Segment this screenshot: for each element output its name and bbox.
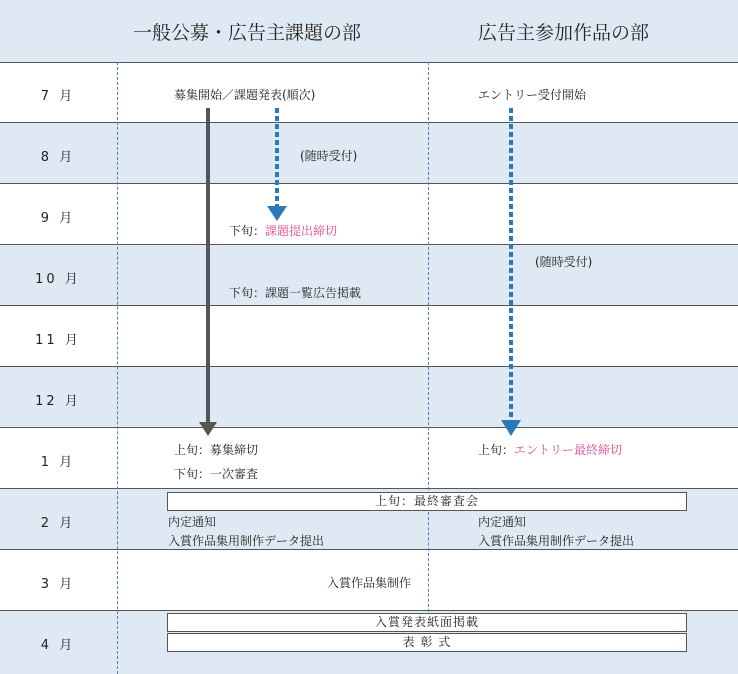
col2-title: 広告主参加作品の部 xyxy=(478,22,650,44)
month-label: 1 月 xyxy=(40,455,76,470)
col2-oct-note: (随時受付) xyxy=(535,255,593,269)
month-label: 11 月 xyxy=(35,333,81,348)
col2-jan-prefix: 上旬： xyxy=(478,443,515,457)
month-label: 2 月 xyxy=(40,516,76,531)
award-announcement-box: 入賞発表紙面掲載 xyxy=(167,613,687,632)
month-label: 3 月 xyxy=(40,577,76,592)
month-label: 9 月 xyxy=(40,211,76,226)
col2-jan-highlight: エントリー最終締切 xyxy=(514,443,623,457)
final-review-box: 上旬：最終審査会 xyxy=(167,492,687,511)
col1-jan-line2: 下旬：一次審査 xyxy=(174,467,259,481)
month-label: 12 月 xyxy=(35,394,81,409)
col2-feb-line2: 入賞作品集用制作データ提出 xyxy=(478,534,635,548)
month-label: 8 月 xyxy=(40,150,76,165)
col1-feb-line2: 入賞作品集用制作データ提出 xyxy=(168,534,325,548)
col1-jan-line1: 上旬：募集締切 xyxy=(174,443,259,457)
col1-sep-highlight: 課題提出締切 xyxy=(265,224,338,238)
blue-arrowhead-col1 xyxy=(267,206,287,221)
col2-jul-text: エントリー受付開始 xyxy=(478,88,587,102)
col1-title: 一般公募・広告主課題の部 xyxy=(133,22,362,44)
col1-jul-text: 募集開始／課題発表(順次) xyxy=(174,88,316,102)
col1-sep-text xyxy=(229,222,337,239)
shared-mar-text: 入賞作品集制作 xyxy=(326,576,411,590)
col2-jan-text xyxy=(478,441,622,458)
award-ceremony-box: 表 彰 式 xyxy=(167,633,687,652)
col1-sep-prefix: 下旬： xyxy=(229,224,266,238)
col1-feb-line1: 内定通知 xyxy=(168,515,217,529)
month-label: 7 月 xyxy=(40,89,76,104)
gray-arrowhead xyxy=(199,422,217,436)
month-label: 10 月 xyxy=(35,272,81,287)
col1-oct-text: 下旬：課題一覧広告掲載 xyxy=(229,286,362,300)
col1-aug-note: (随時受付) xyxy=(300,149,358,163)
blue-arrowhead-col2 xyxy=(501,420,521,436)
col2-feb-line1: 内定通知 xyxy=(478,515,527,529)
month-label: 4 月 xyxy=(40,638,76,653)
